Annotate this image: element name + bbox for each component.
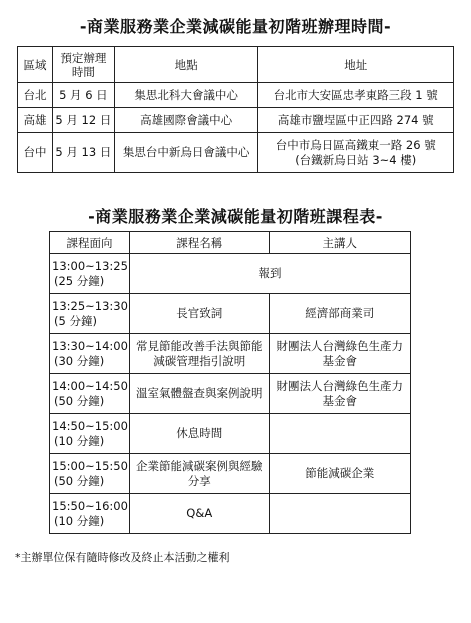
- speaker-cell: 經濟部商業司: [269, 294, 411, 334]
- duration: (5 分鐘): [54, 313, 97, 328]
- place-cell: 集思北科大會議中心: [114, 83, 258, 108]
- time-range: 14:00~14:50: [52, 378, 128, 393]
- table-row: [50, 254, 411, 294]
- place-cell: 高雄國際會議中心: [114, 108, 258, 133]
- time-cell: [50, 414, 130, 454]
- date-cell: 5 月 12 日: [52, 108, 114, 133]
- course-cell: 長官致詞: [129, 294, 269, 334]
- speaker-cell: [269, 414, 411, 454]
- header-place: 地點: [114, 47, 258, 83]
- location-table-title: -商業服務業企業減碳能量初階班辦理時間-: [79, 17, 392, 36]
- speaker-cell: 節能減碳企業: [269, 454, 411, 494]
- course-cell: 常見節能改善手法與節能減碳管理指引說明: [129, 334, 269, 374]
- time-range: 14:50~15:00: [52, 418, 128, 433]
- region-cell: 台北: [18, 83, 53, 108]
- table-row: [18, 108, 454, 133]
- course-cell: 休息時間: [129, 414, 269, 454]
- location-header-row: [18, 47, 454, 83]
- duration: (30 分鐘): [54, 353, 105, 368]
- address-cell: 台中市烏日區高鐵東一路 26 號 (台鐵新烏日站 3~4 樓): [258, 133, 454, 173]
- table-row: [50, 494, 411, 534]
- location-table: [17, 46, 454, 173]
- header-address: 地址: [258, 47, 454, 83]
- footnote: *主辦單位保有隨時修改及終止本活動之權利: [15, 551, 230, 564]
- table-row: [18, 133, 454, 173]
- date-cell: 5 月 13 日: [52, 133, 114, 173]
- time-range: 13:00~13:25: [52, 258, 128, 273]
- table-row: [18, 83, 454, 108]
- time-range: 13:25~13:30: [52, 298, 128, 313]
- course-cell: 報到: [129, 254, 410, 294]
- place-cell: 集思台中新烏日會議中心: [114, 133, 258, 173]
- course-cell: Q&A: [129, 494, 269, 534]
- header-date: 預定辦理時間: [52, 47, 114, 83]
- header-speaker: 主講人: [269, 232, 411, 254]
- header-course: 課程名稱: [129, 232, 269, 254]
- table-row: [50, 454, 411, 494]
- duration: (50 分鐘): [54, 473, 105, 488]
- duration: (25 分鐘): [54, 273, 105, 288]
- time-range: 15:50~16:00: [52, 498, 128, 513]
- time-cell: [50, 374, 130, 414]
- schedule-table: [49, 231, 411, 534]
- table-row: [50, 294, 411, 334]
- speaker-cell: 財團法人台灣綠色生產力基金會: [269, 374, 411, 414]
- time-cell: [50, 494, 130, 534]
- speaker-cell: 財團法人台灣綠色生產力基金會: [269, 334, 411, 374]
- date-cell: 5 月 6 日: [52, 83, 114, 108]
- address-cell: 高雄市鹽埕區中正四路 274 號: [258, 108, 454, 133]
- time-cell: [50, 334, 130, 374]
- duration: (10 分鐘): [54, 433, 105, 448]
- header-region: 區域: [18, 47, 53, 83]
- time-cell: [50, 254, 130, 294]
- schedule-header-row: [50, 232, 411, 254]
- schedule-table-title: -商業服務業企業減碳能量初階班課程表-: [88, 207, 383, 226]
- table-row: [50, 414, 411, 454]
- duration: (10 分鐘): [54, 513, 105, 528]
- header-time: 課程面向: [50, 232, 130, 254]
- region-cell: 高雄: [18, 108, 53, 133]
- table-row: [50, 374, 411, 414]
- time-range: 13:30~14:00: [52, 338, 128, 353]
- duration: (50 分鐘): [54, 393, 105, 408]
- speaker-cell: [269, 494, 411, 534]
- time-range: 15:00~15:50: [52, 458, 128, 473]
- region-cell: 台中: [18, 133, 53, 173]
- address-cell: 台北市大安區忠孝東路三段 1 號: [258, 83, 454, 108]
- table-row: [50, 334, 411, 374]
- course-cell: 溫室氣體盤查與案例說明: [129, 374, 269, 414]
- course-cell: 企業節能減碳案例與經驗分享: [129, 454, 269, 494]
- time-cell: [50, 454, 130, 494]
- time-cell: [50, 294, 130, 334]
